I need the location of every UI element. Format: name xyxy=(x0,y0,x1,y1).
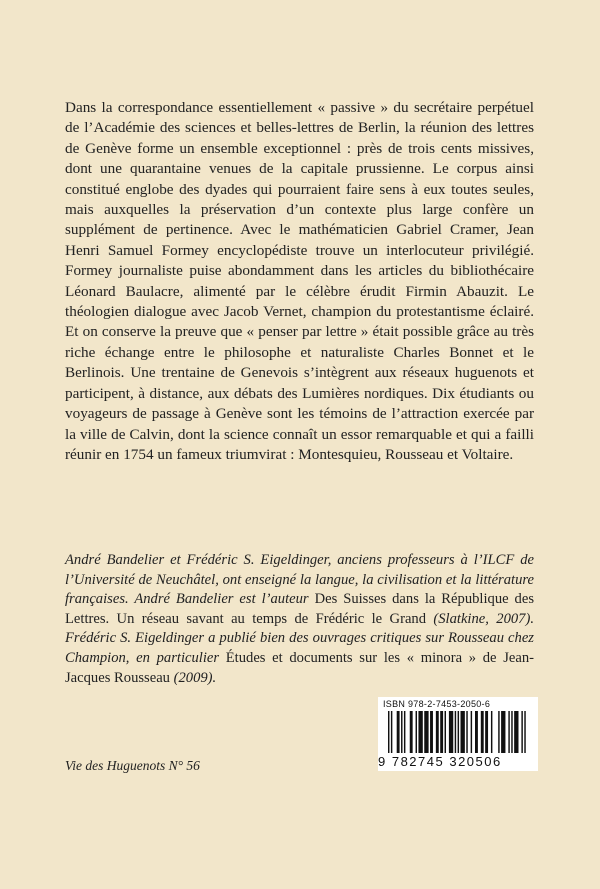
bio-book-title-2: Études et documents sur les « minora » de Jean-Jacques Rousseau xyxy=(65,649,535,686)
barcode-bar xyxy=(418,711,422,753)
barcode-bar xyxy=(440,711,443,753)
bio-book-title-1: Des Suisses dans la République des Lettres. Un réseau savant au temps de Frédéric le Grand xyxy=(65,591,534,627)
barcode-bar xyxy=(511,711,512,753)
isbn-label: ISBN 978-2-7453-2050-6 xyxy=(383,699,491,709)
barcode-bar xyxy=(391,711,392,753)
barcode-bar xyxy=(449,711,453,753)
barcode-bar xyxy=(481,711,484,753)
barcode-bar xyxy=(430,711,433,753)
blurb-paragraph: Dans la correspondance essentiellement « passive » du secrétaire perpétuel de l’Académie des sciences et belles-lettres de Berlin, la réunion des lettres de Genève forme un ensemble exceptionnel : près de trois cents missives, dont une quarantaine venues de la capitale prussienne. Le corpus ainsi constitué englobe des dyades qui pourraient faire sens à eux toutes seules, mais auxquelles la préservation d’un contexte plus large confère un supplément de pertinence. Avec le mathématicien Gabriel Cramer, Jean Henri Samuel Formey encyclopédiste trouve un interlocuteur privilégié. Formey journaliste puise abondamment dans les articles du bibliothécaire Léonard Baulacre, alimenté par le célèbre érudit Firmin Abauzit. Le théologien dialogue avec Jacob Vernet, champion du protestantisme éclairé. Et on conserve la preuve que « penser par lettre » était possible grâce au très riche échange entre le philosophe et naturaliste Charles Bonnet et le Berlinois. Une trentaine de Genevois s’intègrent aux réseaux huguenots et participent, à distance, aux débats des Lumières nordiques. Dix étudiants ou voyageurs de passage à Genève sont les témoins de l’attraction exercée par la ville de Calvin, dont la science connaît un essor remarquable et qui a failli réunir en 1754 un fameux triumvirat : Montesquieu, Rousseau et Voltaire. xyxy=(65,99,534,463)
barcode-bar xyxy=(424,711,428,753)
barcode-bar xyxy=(461,711,465,753)
bio-text-part1: André Bandelier et Frédéric S. Eigeldinger, anciens professeurs à l’ILCF de l’Université de Neuchâtel, ont enseigné la langue, la civilisation et la littérature françaises. André Bandelier est l’auteur xyxy=(65,552,534,608)
barcode-bar xyxy=(498,711,499,753)
barcode-bar xyxy=(416,711,417,753)
isbn-barcode xyxy=(378,697,538,771)
authors-bio xyxy=(65,551,534,688)
barcode-bar xyxy=(491,711,492,753)
barcode-bar xyxy=(501,711,505,753)
barcode-bar xyxy=(475,711,478,753)
barcode-bar xyxy=(404,711,405,753)
barcode-bar xyxy=(455,711,456,753)
barcode-bar xyxy=(524,711,525,753)
barcode-bar xyxy=(508,711,509,753)
barcode-bar xyxy=(401,711,402,753)
barcode-bar xyxy=(445,711,446,753)
series-label: Vie des Huguenots N° 56 xyxy=(65,758,200,773)
barcode-bar xyxy=(485,711,488,753)
bio-text-part2: (Slatkine, 2007). Frédéric S. Eigeldinger a publié bien des ouvrages critiques sur Rousseau chez Champion, en particulier xyxy=(65,610,534,666)
barcode-bar xyxy=(436,711,439,753)
barcode-bar xyxy=(471,711,472,753)
barcode-bar xyxy=(466,711,467,753)
barcode-bar xyxy=(514,711,518,753)
barcode-bar xyxy=(410,711,413,753)
barcode-digits: 9 782745 320506 xyxy=(378,754,502,769)
barcode-bar xyxy=(388,711,389,753)
barcode-bar xyxy=(458,711,459,753)
barcode-bar xyxy=(521,711,522,753)
bio-text-part3: (2009). xyxy=(169,669,217,686)
barcode-bar xyxy=(397,711,400,753)
